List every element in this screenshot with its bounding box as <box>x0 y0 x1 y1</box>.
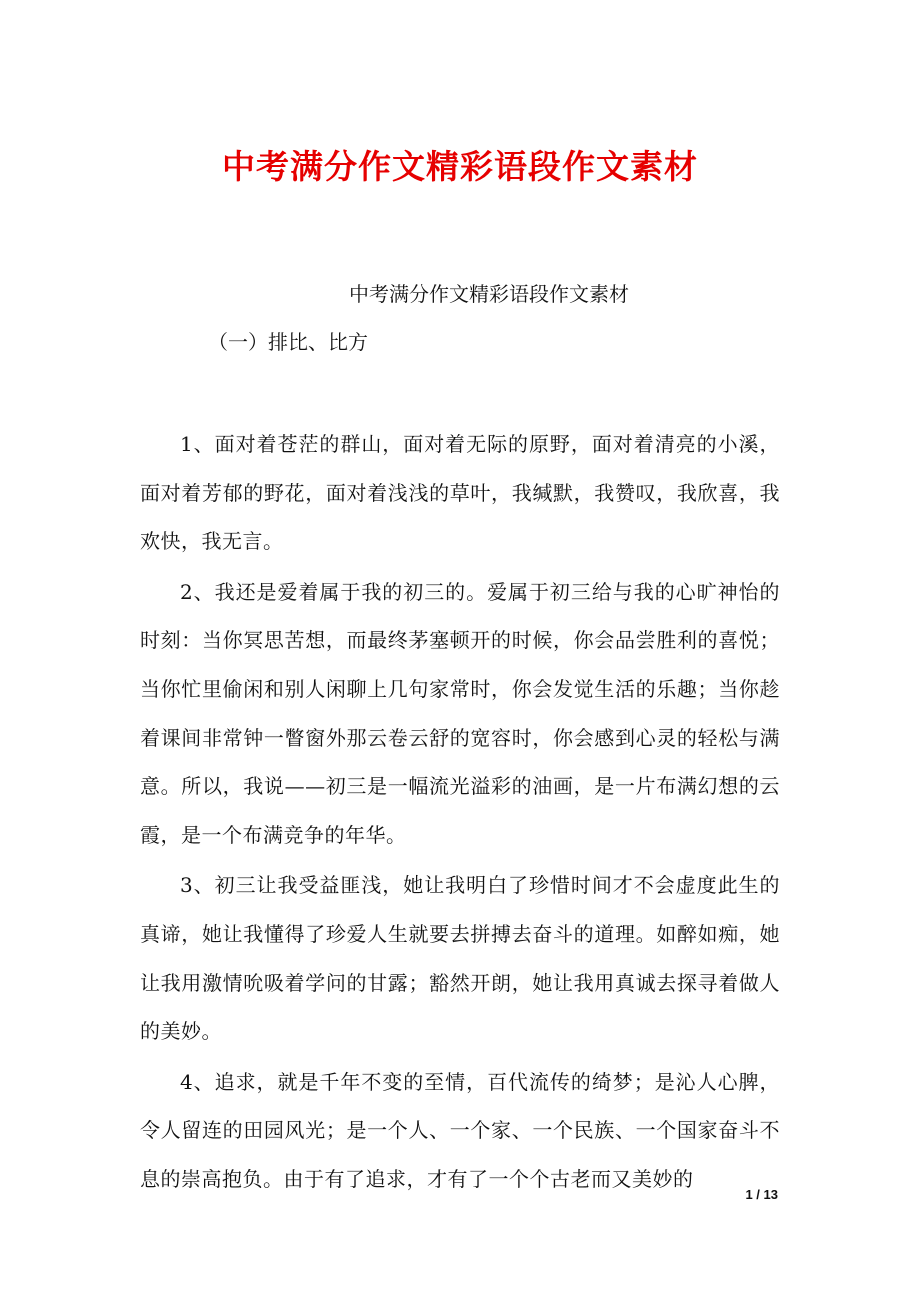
paragraph: 2、我还是爱着属于我的初三的。爱属于初三给与我的心旷神怡的时刻：当你冥思苦想，而最终茅塞顿开的时候，你会品尝胜利的喜悦；当你忙里偷闲和别人闲聊上几句家常时，你会发觉生活的乐趣；当你趁着课间非常钟一瞥窗外那云卷云舒的宽容时，你会感到心灵的轻松与满意。所以，我说——初三是一幅流光溢彩的油画，是一片布满幻想的云霞，是一个布满竞争的年华。 <box>140 579 780 847</box>
page-number: 1 / 13 <box>745 1187 778 1202</box>
paragraph: 1、面对着苍茫的群山，面对着无际的原野，面对着清亮的小溪，面对着芳郁的野花，面对着浅浅的草叶，我缄默，我赞叹，我欣喜，我欢快，我无言。 <box>140 432 780 554</box>
body-text <box>140 420 780 1206</box>
document-subtitle: 中考满分作文精彩语段作文素材 <box>349 282 629 306</box>
section-heading: （一）排比、比方 <box>208 330 368 354</box>
paragraph: 3、初三让我受益匪浅，她让我明白了珍惜时间才不会虚度此生的真谛，她让我懂得了珍爱人生就要去拼搏去奋斗的道理。如醉如痴，她让我用激情吮吸着学问的甘露；豁然开朗，她让我用真诚去探寻着做人的美妙。 <box>140 873 780 1044</box>
paragraph: 4、追求，就是千年不变的至情，百代流传的绮梦；是沁人心脾，令人留连的田园风光；是一个人、一个家、一个民族、一个国家奋斗不息的崇高抱负。由于有了追求，才有了一个个古老而又美妙的 <box>140 1069 780 1191</box>
document-title: 中考满分作文精彩语段作文素材 <box>222 147 698 186</box>
